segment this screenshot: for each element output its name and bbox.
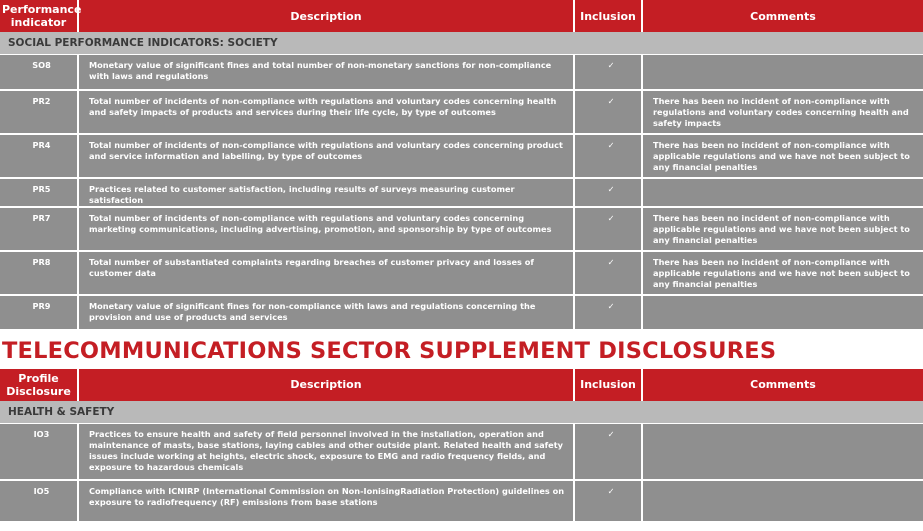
header-description: Description [78,0,574,32]
header-profile-disclosure: Profile Disclosure [0,369,78,401]
indicator-comment [642,480,923,522]
indicator-description: Monetary value of significant fines for non-compliance with laws and regulations concerning the provision and use of products and services [78,295,574,330]
section-title: TELECOMMUNICATIONS SECTOR SUPPLEMENT DISCLOSURES [2,337,777,364]
table-row [0,423,923,480]
section-row [0,401,923,424]
table-row [0,90,923,134]
sector-supplement-table [0,369,923,524]
indicator-comment: There has been no incident of non-compliance with applicable regulations and we have not been subject to any financial penalties [642,251,923,295]
inclusion-check-icon: ✓ [574,295,642,330]
indicator-description: Compliance with ICNIRP (International Commission on Non-IonisingRadiation Protection) guidelines on exposure to radiofrequency (RF) emissions from base stations [78,480,574,522]
table-row [0,251,923,295]
indicator-id: IO3 [0,423,78,480]
indicator-description: Total number of incidents of non-compliance with regulations and voluntary codes concerning health and safety impacts of products and services during their life cycle, by type of outcomes [78,90,574,134]
table-header-row [0,369,923,401]
indicator-description: Total number of incidents of non-compliance with regulations and voluntary codes concerning marketing communications, including advertising, promotion, and sponsorship by type of outcomes [78,207,574,251]
indicator-id: PR5 [0,178,78,207]
table-header-row [0,0,923,32]
indicator-description: Total number of incidents of non-compliance with regulations and voluntary codes concerning product and service information and labelling, by type of outcomes [78,134,574,178]
indicator-id: PR9 [0,295,78,330]
header-performance-indicator: Performance indicator [0,0,78,32]
indicator-comment: There has been no incident of non-compliance with applicable regulations and we have not been subject to any financial penalties [642,134,923,178]
indicator-description: Total number of substantiated complaints regarding breaches of customer privacy and losses of customer data [78,251,574,295]
section-row [0,32,923,55]
indicator-description: Practices to ensure health and safety of field personnel involved in the installation, operation and maintenance of masts, base stations, laying cables and other outside plant. Related health and safety issues include working at heights, electric shock, exposure to EMG and radio frequency fields, and exposure to hazardous chemicals [78,423,574,480]
indicator-comment: There has been no incident of non-compliance with applicable regulations and we have not been subject to any financial penalties [642,207,923,251]
table-row [0,134,923,178]
header-inclusion: Inclusion [574,0,642,32]
indicator-id: PR2 [0,90,78,134]
indicator-comment [642,178,923,207]
indicator-id: PR4 [0,134,78,178]
inclusion-check-icon: ✓ [574,423,642,480]
section-health-safety-label: HEALTH & SAFETY [0,401,923,424]
header-comments: Comments [642,369,923,401]
table-row [0,207,923,251]
indicator-id: PR7 [0,207,78,251]
indicator-id: IO5 [0,480,78,522]
header-comments: Comments [642,0,923,32]
inclusion-check-icon: ✓ [574,178,642,207]
table-row [0,295,923,330]
table-row [0,55,923,90]
indicator-comment: There has been no incident of non-compliance with regulations and voluntary codes concerning health and safety impacts [642,90,923,134]
inclusion-check-icon: ✓ [574,480,642,522]
table-row [0,480,923,522]
header-description: Description [78,369,574,401]
inclusion-check-icon: ✓ [574,90,642,134]
indicator-description: Monetary value of significant fines and total number of non-monetary sanctions for non-compliance with laws and regulations [78,55,574,90]
indicator-id: PR8 [0,251,78,295]
inclusion-check-icon: ✓ [574,207,642,251]
table-row [0,178,923,207]
indicator-comment [642,423,923,480]
section-society-label: SOCIAL PERFORMANCE INDICATORS: SOCIETY [0,32,923,55]
header-inclusion: Inclusion [574,369,642,401]
indicator-id: SO8 [0,55,78,90]
indicator-description: Practices related to customer satisfaction, including results of surveys measuring customer satisfaction [78,178,574,207]
indicator-comment [642,55,923,90]
inclusion-check-icon: ✓ [574,55,642,90]
inclusion-check-icon: ✓ [574,134,642,178]
indicator-comment [642,295,923,330]
inclusion-check-icon: ✓ [574,251,642,295]
